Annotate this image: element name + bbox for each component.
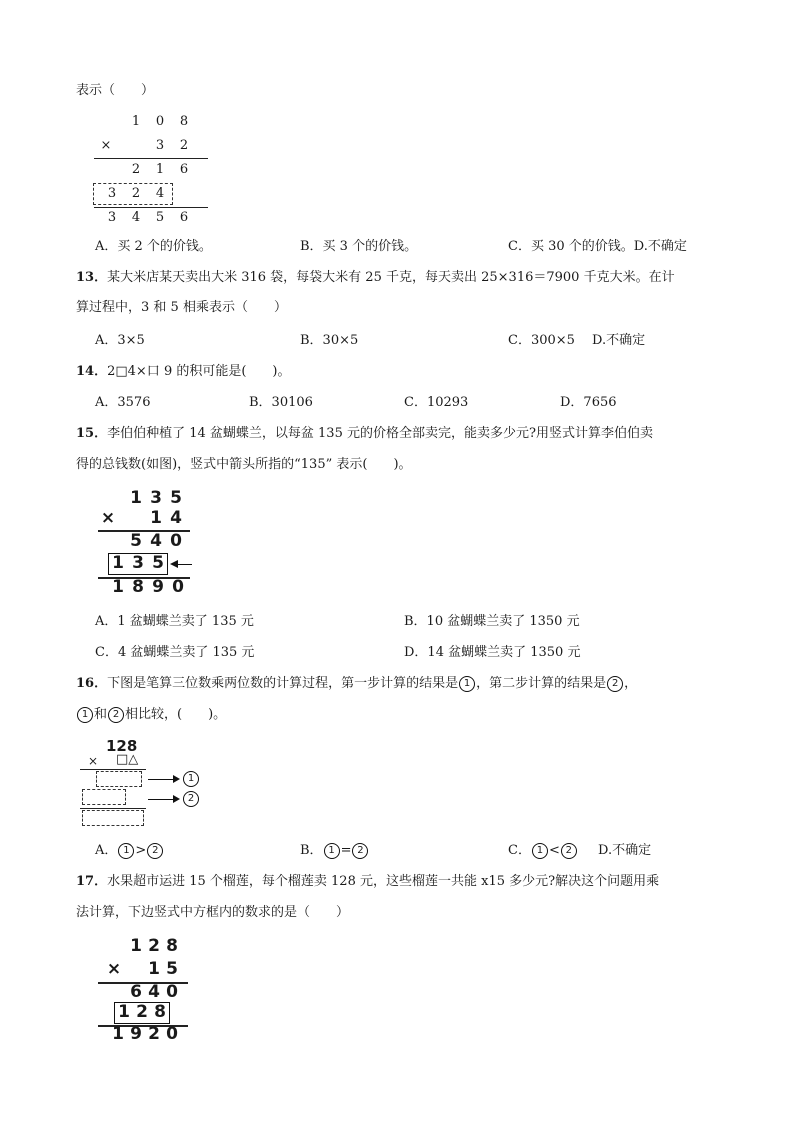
q12-option-b[interactable]: B．买 3 个的价钱。	[300, 239, 418, 254]
digit: 2	[136, 1002, 148, 1022]
q15-option-b[interactable]: B．10 盆蝴蝶兰卖了 1350 元	[404, 614, 580, 629]
digit: 1	[112, 1024, 124, 1044]
circled-2: 2	[147, 843, 163, 859]
comparison-sign: =	[340, 843, 352, 858]
q16-text: 相比较，( )。	[125, 707, 227, 722]
rule-line	[80, 769, 146, 770]
digit: 3	[132, 553, 144, 573]
arrow-right	[148, 799, 178, 800]
circled-2: 2	[183, 791, 199, 807]
digit: 1	[112, 553, 124, 573]
q12-stem-tail: 表示（ ）	[76, 83, 155, 98]
q17-text: 水果超市运进 15 个榴莲，每个榴莲卖 128 元，这些榴莲一共能 x15 多少元?解决这个问题用乘	[107, 874, 660, 889]
q14-stem	[76, 362, 291, 382]
multiply-sign: ×	[88, 754, 99, 768]
q15-option-d[interactable]: D．14 盆蝴蝶兰卖了 1350 元	[404, 645, 581, 660]
comparison-sign: >	[135, 843, 147, 858]
q14-option-b[interactable]: B．30106	[249, 395, 313, 410]
digit: 9	[130, 1024, 142, 1044]
circled-1: 1	[532, 843, 548, 859]
q15-stem-line2: 得的总钱数(如图)，竖式中箭头所指的“135” 表示( )。	[76, 457, 412, 472]
digit: 8	[166, 936, 178, 956]
q14-option-c[interactable]: C．10293	[404, 395, 469, 410]
digit: 3	[150, 488, 162, 508]
digit: 4	[131, 210, 141, 225]
q13-stem-line2: 算过程中，3 和 5 相乘表示（ ）	[76, 300, 287, 315]
q14-option-a[interactable]: A．3576	[95, 395, 151, 410]
comparison-sign: <	[548, 843, 560, 858]
digit: 9	[152, 577, 164, 597]
q15-text: 李伯伯种植了 14 盆蝴蝶兰，以每盆 135 元的价格全部卖完，能卖多少元?用竖式计算李伯伯卖	[107, 426, 653, 441]
digit: 2	[131, 186, 141, 201]
circled-2: 2	[352, 843, 368, 859]
circled-2: 2	[108, 707, 124, 723]
q16-option-c[interactable]	[508, 841, 578, 861]
q15-option-c[interactable]: C．4 盆蝴蝶兰卖了 135 元	[95, 645, 255, 660]
digit: 2	[131, 162, 141, 177]
digit: 4	[155, 186, 165, 201]
multiply-sign: ×	[106, 959, 122, 979]
q16-text: ，第二步计算的结果是	[476, 676, 607, 691]
digit: 6	[130, 982, 142, 1002]
q16-vertical-calc	[78, 737, 208, 829]
digit: 6	[179, 210, 189, 225]
q16-text: ，	[624, 676, 638, 691]
multiply-sign: ×	[100, 508, 116, 528]
digit: 0	[166, 982, 178, 1002]
multiplier-shapes: □△	[116, 752, 139, 767]
q12-vertical-calc	[90, 113, 220, 228]
rule-line	[80, 808, 146, 809]
q12-option-a[interactable]: A．买 2 个的价钱。	[95, 239, 212, 254]
q14-option-d[interactable]: D．7656	[560, 395, 617, 410]
circled-1: 1	[77, 707, 93, 723]
digit: 1	[130, 488, 142, 508]
q16-text: 下图是笔算三位数乘两位数的计算过程，第一步计算的结果是	[107, 676, 459, 691]
digit: 3	[155, 138, 165, 153]
q15-vertical-calc	[92, 489, 202, 599]
dashed-box-2	[82, 789, 126, 805]
digit: 0	[172, 577, 184, 597]
multiplicand: 128	[106, 737, 138, 755]
circled-2: 2	[607, 676, 623, 692]
digit: 0	[155, 114, 165, 129]
q17-stem-line1	[76, 872, 659, 892]
q16-stem-line2	[76, 705, 226, 725]
digit: 1	[131, 114, 141, 129]
digit: 5	[152, 553, 164, 573]
digit: 1	[150, 508, 162, 528]
digit: 5	[130, 531, 142, 551]
q14-text: 2□4×口 9 的积可能是( )。	[107, 364, 291, 379]
option-label: C．	[508, 843, 531, 858]
q13-stem-line1	[76, 268, 675, 288]
q12-option-c[interactable]: C．买 30 个的价钱。D.不确定	[508, 239, 687, 254]
digit: 8	[132, 577, 144, 597]
dashed-box-3	[82, 810, 144, 826]
option-label: B．	[300, 843, 323, 858]
q16-option-b[interactable]	[300, 841, 369, 861]
circled-1: 1	[459, 676, 475, 692]
circled-1: 1	[183, 771, 199, 787]
question-number: 17．	[76, 874, 108, 889]
left-arrow	[172, 564, 192, 565]
rule-line	[94, 207, 208, 208]
digit: 2	[148, 936, 160, 956]
q16-option-d[interactable]: D.不确定	[598, 843, 652, 858]
circled-2: 2	[561, 843, 577, 859]
digit: 5	[170, 488, 182, 508]
q13-option-c[interactable]: C．300×5 D.不确定	[508, 333, 646, 348]
digit: 4	[170, 508, 182, 528]
q16-text: 和	[94, 707, 108, 722]
digit: 1	[130, 936, 142, 956]
q17-stem-line2: 法计算，下边竖式中方框内的数求的是（ ）	[76, 905, 350, 920]
digit: 0	[166, 1024, 178, 1044]
circled-1: 1	[118, 843, 134, 859]
q13-option-b[interactable]: B．30×5	[300, 333, 359, 348]
digit: 5	[166, 959, 178, 979]
digit: 2	[179, 138, 189, 153]
digit: 1	[155, 162, 165, 177]
digit: 2	[148, 1024, 160, 1044]
arrow-right	[148, 779, 178, 780]
digit: 1	[118, 1002, 130, 1022]
question-number: 13．	[76, 270, 108, 285]
q17-vertical-calc	[92, 937, 202, 1047]
question-number: 16．	[76, 676, 108, 691]
multiply-sign: ×	[100, 138, 112, 153]
digit: 3	[107, 210, 117, 225]
q13-option-a[interactable]: A．3×5	[95, 333, 145, 348]
q16-stem-line1	[76, 674, 637, 694]
question-number: 15．	[76, 426, 108, 441]
digit: 3	[107, 186, 117, 201]
option-label: A．	[95, 843, 118, 858]
digit: 6	[179, 162, 189, 177]
q15-stem-line1	[76, 424, 653, 444]
q16-option-a[interactable]	[95, 841, 164, 861]
digit: 0	[170, 531, 182, 551]
rule-line	[94, 158, 208, 159]
dashed-box-1	[96, 771, 142, 787]
digit: 1	[148, 959, 160, 979]
digit: 1	[112, 577, 124, 597]
digit: 5	[155, 210, 165, 225]
digit: 8	[179, 114, 189, 129]
circled-1: 1	[324, 843, 340, 859]
digit: 8	[154, 1002, 166, 1022]
question-number: 14．	[76, 364, 108, 379]
digit: 4	[148, 982, 160, 1002]
digit: 4	[150, 531, 162, 551]
q15-option-a[interactable]: A．1 盆蝴蝶兰卖了 135 元	[95, 614, 254, 629]
q13-text: 某大米店某天卖出大米 316 袋，每袋大米有 25 千克，每天卖出 25×316＝7900 千克大米。在计	[107, 270, 675, 285]
